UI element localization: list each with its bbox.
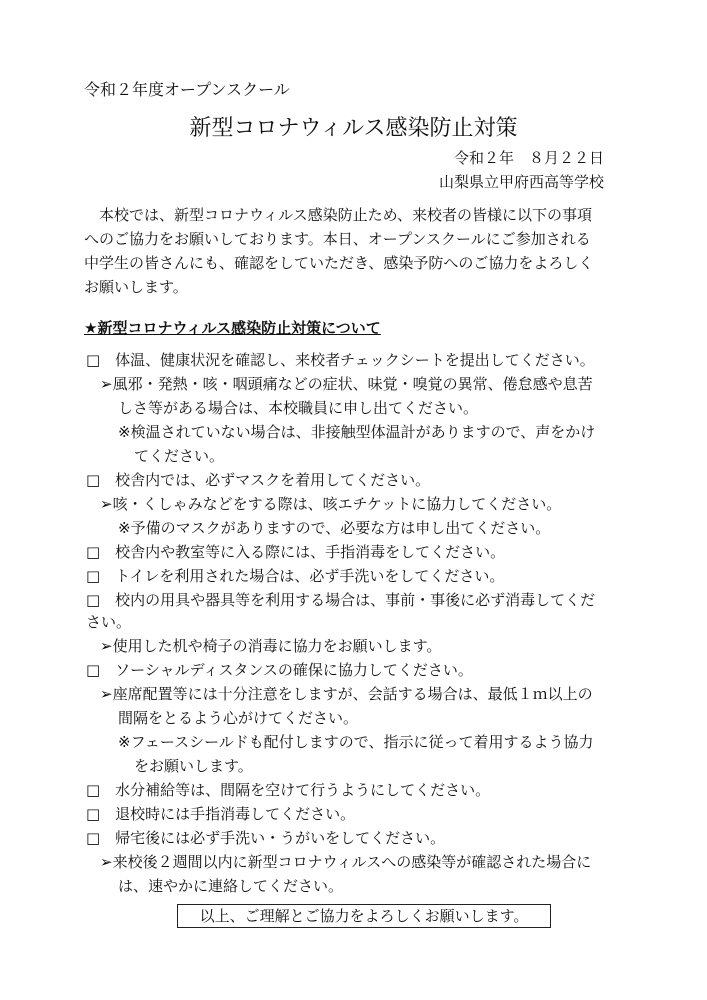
checklist-item: □ 校舎内や教室等に入る際には、手指消毒をしてください。 [86,543,506,561]
sub-note-continuation: は、速やかに連絡してください。 [118,877,344,895]
checklist-item-continuation: さい。 [86,613,132,631]
intro-line: 中学生の皆さんにも、確認をしていただき、感染予防へのご協力をよろしく [84,254,594,272]
intro-line: お願いします。 [84,278,188,296]
checklist-item: □ 水分補給等は、間隔を空けて行うようにしてください。 [86,781,491,799]
sub-note: ➢風邪・発熱・咳・咽頭痛などの症状、味覚・嗅覚の異常、倦怠感や息苦 [100,375,593,393]
sub-note: ➢咳・くしゃみなどをする際は、咳エチケットに協力してください。 [100,495,562,513]
section-heading: ★新型コロナウィルス感染防止対策について [84,319,381,337]
school-name: 山梨県立甲府西高等学校 [438,173,604,191]
sub-note: ➢座席配置等には十分注意をしますが、会話する場合は、最低１ｍ以上の [100,685,593,703]
checklist-item: □ 体温、健康状況を確認し、来校者チェックシートを提出してください。 [86,351,595,369]
checklist-item: □ トイレを利用された場合は、必ず手洗いをしてください。 [86,567,505,585]
closing-box: 以上、ご理解とご協力をよろしくお願いします。 [177,904,551,928]
intro-line: 本校では、新型コロナウィルス感染防止ため、来校者の皆様に以下の事項 [84,206,593,224]
checklist-item: □ 退校時には手指消毒してください。 [86,805,356,823]
remark-note-continuation: てください。 [134,447,225,465]
document-date: 令和２年 ８月２２日 [453,149,604,167]
remark-note: ※予備のマスクがありますので、必要な方は申し出てください。 [118,519,551,537]
document-title: 新型コロナウィルス感染防止対策 [189,116,518,141]
remark-note: ※検温されていない場合は、非接触型体温計がありますので、声をかけ [118,423,596,441]
event-subtitle: 令和２年度オープンスクール [84,80,290,99]
sub-note: ➢使用した机や椅子の消毒に協力をお願いします。 [100,637,442,655]
checklist-item: □ 帰宅後には必ず手洗い・うがいをしてください。 [86,829,446,847]
remark-note-continuation: をお願いします。 [134,757,253,775]
sub-note: ➢来校後２週間以内に新型コロナウィルスへの感染等が確認された場合に [100,853,592,871]
intro-line: へのご協力をお願いしております。本日、オープンスクールにご参加される [84,230,591,248]
remark-note: ※フェースシールドも配付しますので、指示に従って着用するよう協力 [118,733,594,751]
sub-note-continuation: 間隔をとるよう心がけてください。 [118,709,359,727]
checklist-item: □ 校内の用具や器具等を利用する場合は、事前・事後に必ず消毒してくだ [86,591,596,609]
sub-note-continuation: しさ等がある場合は、本校職員に申し出てください。 [118,399,479,417]
checklist-item: □ 校舎内では、必ずマスクを着用してください。 [86,471,431,489]
checklist-item: □ ソーシャルディスタンスの確保に協力してください。 [86,661,473,679]
